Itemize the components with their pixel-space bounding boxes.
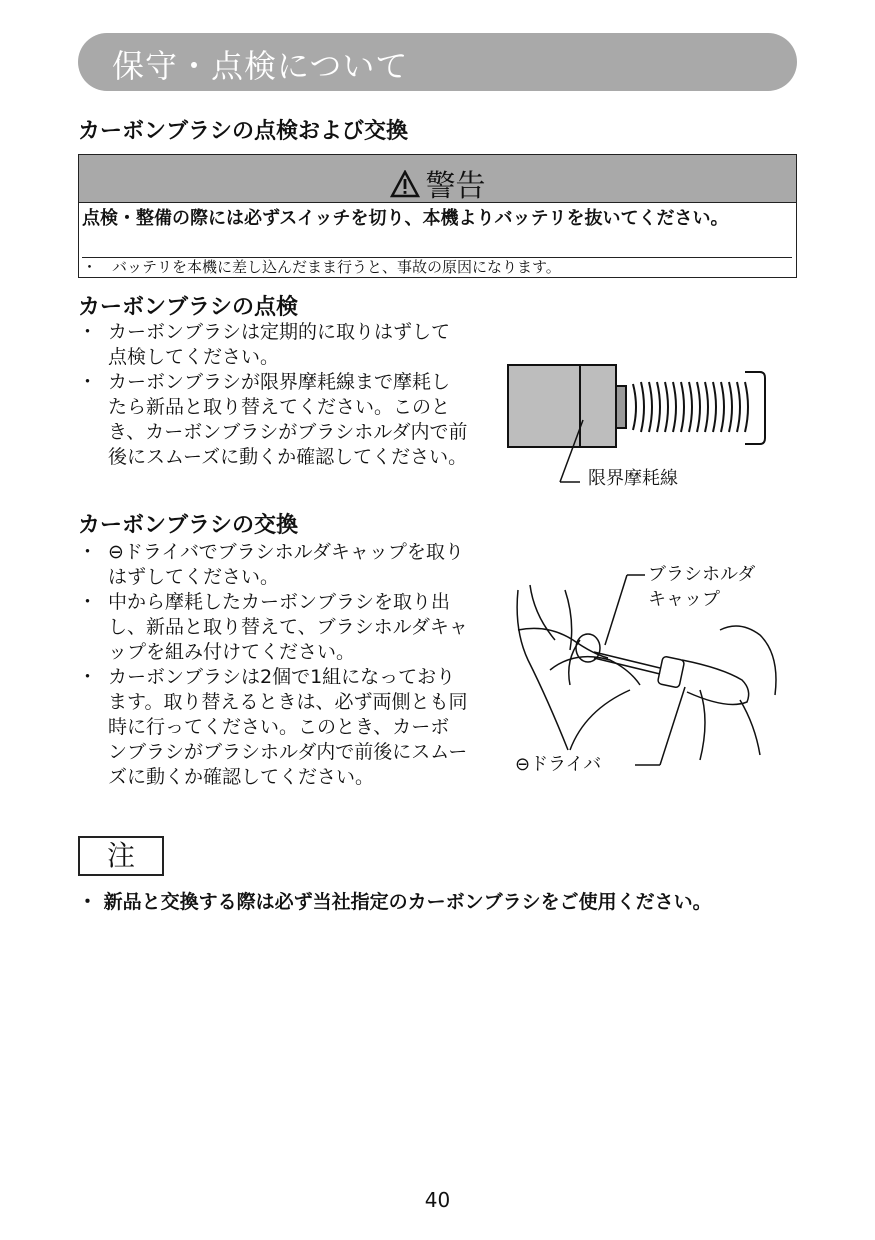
note-text: ・ 新品と交換する際は必ず当社指定のカーボンブラシをご使用ください。	[78, 891, 712, 913]
inspection-list	[78, 320, 468, 470]
warning-bullet: ・ バッテリを本機に差し込んだまま行うと、事故の原因になります。	[82, 257, 792, 276]
inspection-heading: カーボンブラシの点検	[78, 295, 299, 320]
warning-text: 点検・整備の際には必ずスイッチを切り、本機よりバッテリを抜いてください。	[82, 208, 729, 229]
page-title: 保守・点検について	[112, 47, 409, 85]
replacement-heading: カーボンブラシの交換	[78, 513, 299, 538]
warning-header	[79, 155, 796, 203]
page-number: 40	[424, 1188, 451, 1212]
warning-box	[78, 154, 797, 278]
wear-limit-label: 限界摩耗線	[588, 468, 678, 489]
section-title: カーボンブラシの点検および交換	[78, 119, 409, 144]
list-item: ・ 中から摩耗したカーボンブラシを取り出し、新品と取り替えて、ブラシホルダキャップを組み付けてください。	[78, 591, 468, 663]
list-item: ・ ⊖ドライバでブラシホルダキャップを取りはずしてください。	[78, 541, 464, 588]
brush-holder-cap-label: ブラシホルダ キャップ	[648, 564, 756, 610]
page-header	[78, 33, 797, 91]
warning-title: 警告	[425, 169, 486, 204]
replacement-list	[78, 540, 468, 790]
list-item: ・ カーボンブラシが限界摩耗線まで摩耗したら新品と取り替えてください。このとき、カーボンブラシがブラシホルダ内で前後にスムーズに動くか確認してください。	[78, 371, 468, 468]
minus-screwdriver-icon: ⊖	[108, 541, 124, 563]
warning-triangle-icon	[390, 170, 420, 206]
minus-screwdriver-icon: ⊖	[515, 754, 531, 775]
note-badge: 注	[78, 836, 164, 876]
list-item: ・ カーボンブラシは定期的に取りはずして点検してください。	[78, 321, 451, 368]
screwdriver-label: ⊖ドライバ	[515, 754, 602, 775]
list-item: ・ カーボンブラシは2個で1組になっております。取り替えるときは、必ず両側とも同時に行ってください。このとき、カーボンブラシがブラシホルダ内で前後にスムーズに動くか確認してください。	[78, 666, 468, 788]
